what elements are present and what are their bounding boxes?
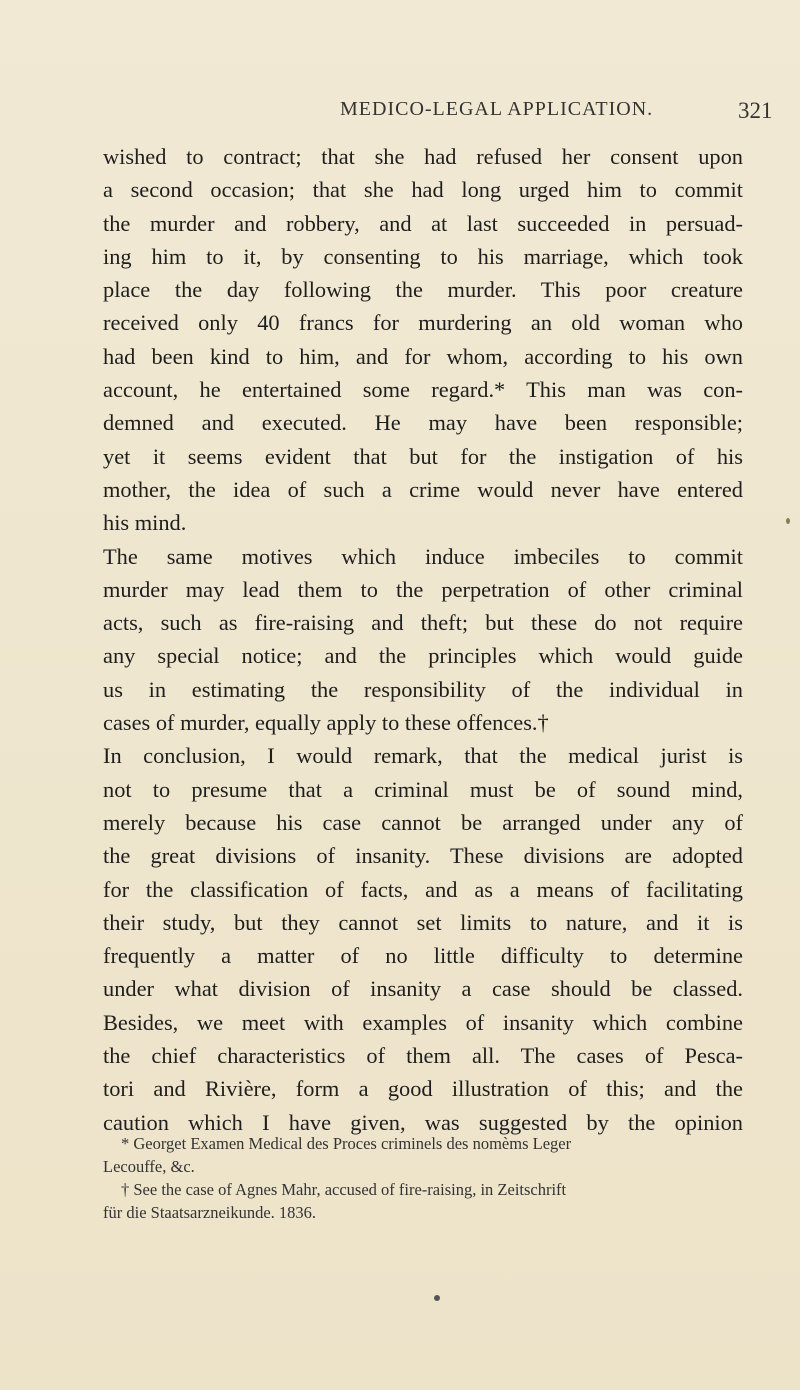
paper-speck bbox=[434, 1295, 440, 1301]
footnote-line: für die Staatsarzneikunde. 1836. bbox=[103, 1203, 317, 1222]
paragraph-1 bbox=[103, 140, 743, 540]
paragraph-3 bbox=[103, 739, 743, 1139]
paper-speck bbox=[786, 518, 790, 524]
text-line: the great divisions of insanity. These divisions are adopted bbox=[103, 843, 743, 869]
text-line: their study, but they cannot set limits to nature, and it is bbox=[103, 909, 743, 935]
text-line: received only 40 francs for murdering an old woman who bbox=[103, 310, 743, 336]
text-line: a second occasion; that she had long urged him to commit bbox=[103, 177, 743, 203]
footnotes bbox=[103, 1132, 743, 1224]
text-line: demned and executed. He may have been responsible; bbox=[103, 410, 743, 436]
text-line: ing him to it, by consenting to his marriage, which took bbox=[103, 243, 743, 269]
text-line: caution which I have given, was suggested by the opinion bbox=[103, 1109, 743, 1135]
footnote-line: † See the case of Agnes Mahr, accused of fire-raising, in Zeitschrift bbox=[121, 1180, 567, 1199]
text-line: wished to contract; that she had refused her consent upon bbox=[103, 144, 743, 169]
text-line: not to presume that a criminal must be of sound mind, bbox=[103, 776, 743, 802]
running-head: MEDICO-LEGAL APPLICATION. bbox=[340, 98, 654, 120]
text-line: Besides, we meet with examples of insanity which combine bbox=[103, 1009, 743, 1035]
footnote-line: * Georget Examen Medical des Proces criminels des nomèms Leger bbox=[121, 1134, 572, 1153]
text-line: place the day following the murder. This poor creature bbox=[103, 277, 743, 303]
footnote-2 bbox=[103, 1178, 743, 1224]
text-line: merely because his case cannot be arranged under any of bbox=[103, 809, 743, 835]
text-line: The same motives which induce imbeciles to commit bbox=[103, 543, 743, 569]
text-line: cases of murder, equally apply to these offences.† bbox=[103, 710, 549, 736]
text-line: the murder and robbery, and at last succeeded in persuad- bbox=[103, 210, 743, 236]
page-number: 321 bbox=[738, 98, 773, 123]
text-line: account, he entertained some regard.* This man was con- bbox=[103, 377, 743, 403]
text-line: for the classification of facts, and as a means of facilitating bbox=[103, 876, 743, 902]
text-line: his mind. bbox=[103, 510, 187, 536]
text-line: acts, such as fire-raising and theft; but these do not require bbox=[103, 610, 743, 636]
footnote-1 bbox=[103, 1132, 743, 1178]
page-header bbox=[0, 98, 800, 138]
text-line: under what division of insanity a case should be classed. bbox=[103, 976, 743, 1002]
footnote-line: Lecouffe, &c. bbox=[103, 1157, 195, 1176]
text-line: yet it seems evident that but for the instigation of his bbox=[103, 443, 743, 469]
text-line: tori and Rivière, form a good illustration of this; and the bbox=[103, 1076, 743, 1102]
text-line: murder may lead them to the perpetration of other criminal bbox=[103, 576, 743, 602]
text-line: any special notice; and the principles which would guide bbox=[103, 643, 743, 669]
text-line: frequently a matter of no little difficulty to determine bbox=[103, 943, 743, 969]
text-line: us in estimating the responsibility of the individual in bbox=[103, 676, 743, 702]
text-line: mother, the idea of such a crime would never have entered bbox=[103, 476, 743, 502]
paragraph-2 bbox=[103, 540, 743, 740]
text-line: had been kind to him, and for whom, according to his own bbox=[103, 343, 743, 369]
text-line: In conclusion, I would remark, that the medical jurist is bbox=[103, 743, 743, 769]
text-line: the chief characteristics of them all. The cases of Pesca- bbox=[103, 1043, 743, 1069]
body-text bbox=[103, 140, 743, 1139]
